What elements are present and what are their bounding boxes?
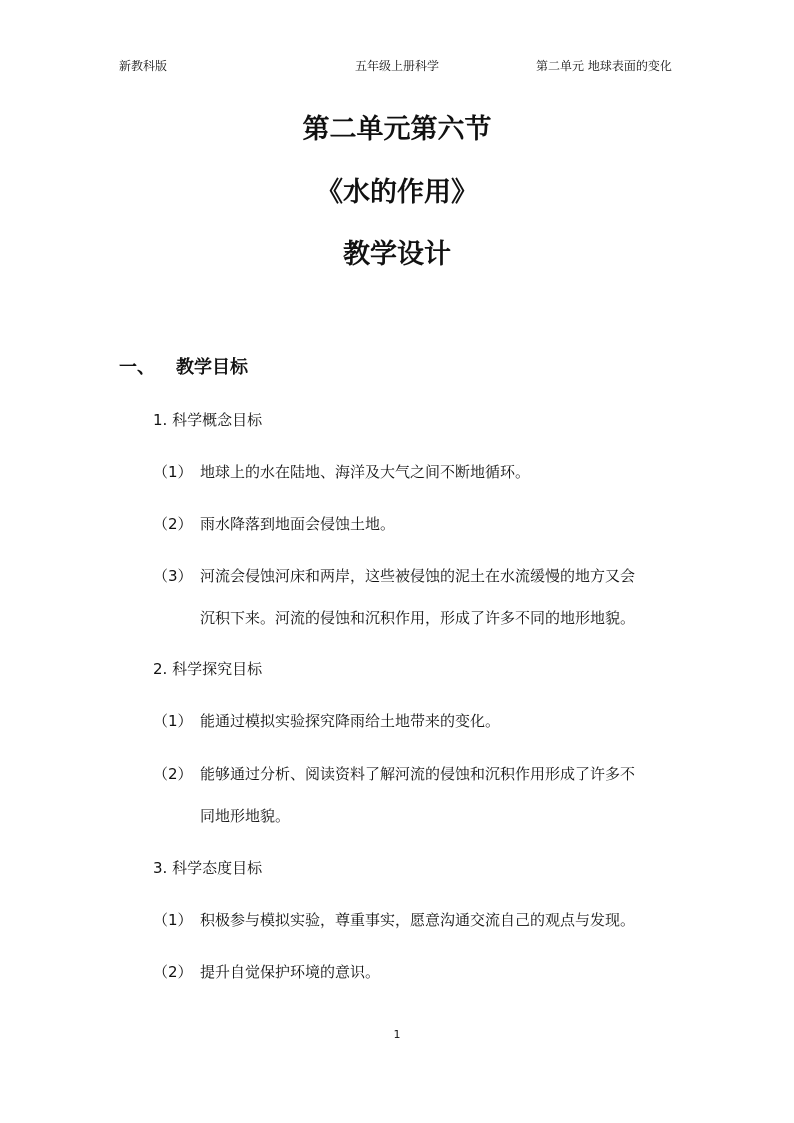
section-heading: 教学目标 xyxy=(176,357,248,378)
list-item-text: 河流会侵蚀河床和两岸，这些被侵蚀的泥土在水流缓慢的地方又会 xyxy=(200,567,636,585)
title-line-3: 教学设计 xyxy=(343,239,451,270)
list-item-continuation: 沉积下来。河流的侵蚀和沉积作用，形成了许多不同的地形地貌。 xyxy=(200,609,636,627)
subsection-label-attitude: 3. 科学态度目标 xyxy=(153,859,263,877)
list-item-text: 积极参与模拟实验，尊重事实，愿意沟通交流自己的观点与发现。 xyxy=(200,911,636,929)
list-item-number: （1） xyxy=(153,911,193,929)
subsection-label-inquiry: 2. 科学探究目标 xyxy=(153,660,263,678)
list-item-text: 能通过模拟实验探究降雨给土地带来的变化。 xyxy=(200,712,501,730)
list-item-text: 雨水降落到地面会侵蚀土地。 xyxy=(200,515,396,533)
page-number: 1 xyxy=(393,1028,401,1041)
list-item-text: 提升自觉保护环境的意识。 xyxy=(200,963,381,981)
list-item-number: （1） xyxy=(153,712,193,730)
list-item-number: （2） xyxy=(153,963,193,981)
list-item-number: （2） xyxy=(153,515,193,533)
list-item-text: 能够通过分析、阅读资料了解河流的侵蚀和沉积作用形成了许多不 xyxy=(200,765,636,783)
list-item-continuation: 同地形地貌。 xyxy=(200,807,291,825)
header-center: 五年级上册科学 xyxy=(355,59,440,73)
header-left: 新教科版 xyxy=(119,59,168,73)
section-number: 一、 xyxy=(119,357,155,378)
list-item-number: （1） xyxy=(153,463,193,481)
header-right: 第二单元 地球表面的变化 xyxy=(536,59,672,73)
subsection-label-concept: 1. 科学概念目标 xyxy=(153,411,263,429)
list-item-text: 地球上的水在陆地、海洋及大气之间不断地循环。 xyxy=(200,463,531,481)
list-item-number: （2） xyxy=(153,765,193,783)
title-line-1: 第二单元第六节 xyxy=(302,114,492,145)
list-item-number: （3） xyxy=(153,567,193,585)
title-line-2: 《水的作用》 xyxy=(316,177,478,208)
